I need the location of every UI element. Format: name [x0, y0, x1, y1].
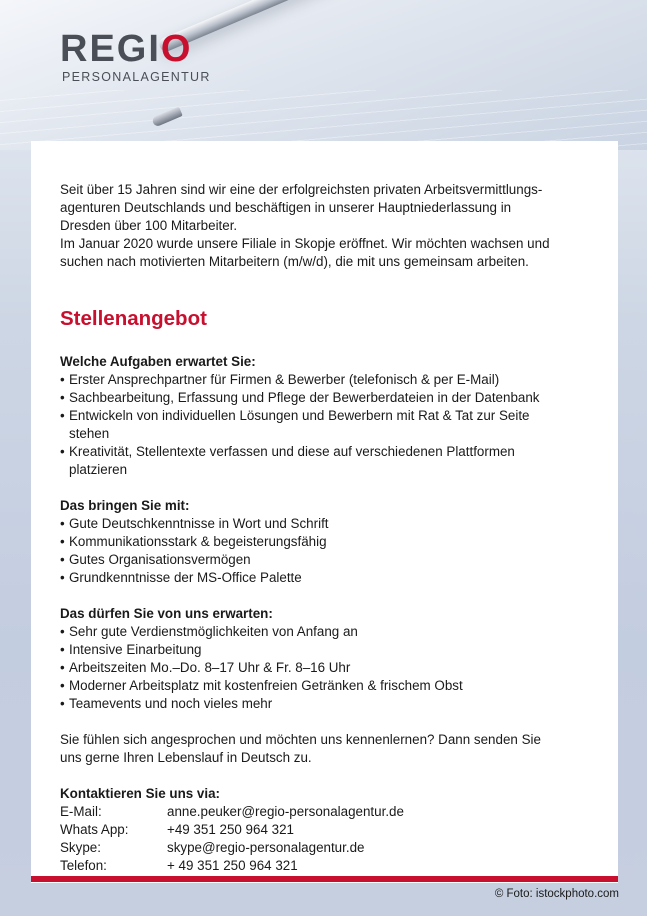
logo-wordmark — [60, 30, 211, 68]
closing-line: Sie fühlen sich angesprochen und möchten uns kennenlernen? Dann senden Sie — [60, 732, 541, 747]
list-item: • Gute Deutschkenntnisse in Wort und Schrift — [60, 515, 589, 533]
section-title: Welche Aufgaben erwartet Sie: — [60, 354, 256, 369]
section-benefits — [60, 605, 589, 713]
section-title: Kontaktieren Sie uns via: — [60, 786, 220, 801]
list-item: • Kreativität, Stellentexte verfassen und diese auf verschiedenen Plattformen platzieren — [60, 443, 559, 479]
company-logo — [60, 30, 211, 84]
list-item: • Grundkenntnisse der MS-Office Palette — [60, 569, 589, 587]
contact-table — [60, 803, 404, 875]
contact-label: Telefon: — [60, 858, 107, 873]
whatsapp-number[interactable]: +49 351 250 964 321 — [167, 822, 294, 837]
table-row — [60, 839, 404, 857]
table-row — [60, 803, 404, 821]
contact-section — [60, 785, 589, 875]
logo-subtitle: PERSONALAGENTUR — [62, 70, 211, 84]
bullet-list — [60, 623, 589, 713]
skype-link[interactable]: skype@regio-personalagentur.de — [167, 840, 365, 855]
section-title: Das dürfen Sie von uns erwarten: — [60, 606, 273, 621]
list-item: • Gutes Organisationsvermögen — [60, 551, 589, 569]
list-item: • Sachbearbeitung, Erfassung und Pflege der Bewerberdateien in der Datenbank — [60, 389, 589, 407]
list-item: • Kommunikationsstark & begeisterungsfähig — [60, 533, 589, 551]
accent-divider — [31, 876, 618, 882]
closing-paragraph — [60, 731, 589, 767]
intro-line: Im Januar 2020 wurde unsere Filiale in Skopje eröffnet. Wir möchten wachsen und — [60, 236, 550, 251]
list-item: • Intensive Einarbeitung — [60, 641, 589, 659]
list-item: • Teamevents und noch vieles mehr — [60, 695, 589, 713]
intro-line: Seit über 15 Jahren sind wir eine der erfolgreichsten privaten Arbeitsvermittlungs- — [60, 182, 543, 197]
intro-line: suchen nach motivierten Mitarbeitern (m/w/d), die mit uns gemeinsam arbeiten. — [60, 254, 529, 269]
intro-line: Dresden über 100 Mitarbeiter. — [60, 218, 238, 233]
pen-image — [157, 0, 641, 53]
table-row — [60, 857, 404, 875]
list-item: • Erster Ansprechpartner für Firmen & Bewerber (telefonisch & per E-Mail) — [60, 371, 589, 389]
photo-credit: © Foto: istockphoto.com — [494, 888, 619, 900]
list-item: • Entwickeln von individuellen Lösungen und Bewerbern mit Rat & Tat zur Seite stehen — [60, 407, 539, 443]
job-ad-card — [31, 141, 618, 883]
section-title: Das bringen Sie mit: — [60, 498, 190, 513]
contact-label: Whats App: — [60, 822, 129, 837]
phone-number[interactable]: + 49 351 250 964 321 — [167, 858, 298, 873]
list-item: • Arbeitszeiten Mo.–Do. 8–17 Uhr & Fr. 8–16 Uhr — [60, 659, 589, 677]
intro-line: agenturen Deutschlands und beschäftigen in unserer Hauptniederlassung in — [60, 200, 512, 215]
bullet-list — [60, 371, 589, 479]
bullet-list — [60, 515, 589, 587]
email-link[interactable]: anne.peuker@regio-personalagentur.de — [167, 804, 404, 819]
logo-brand-o: O — [160, 28, 193, 70]
list-item: • Sehr gute Verdienstmöglichkeiten von Anfang an — [60, 623, 589, 641]
section-tasks — [60, 353, 589, 479]
intro-paragraph — [60, 181, 589, 271]
logo-brand-main: REGI — [60, 28, 161, 70]
list-item: • Moderner Arbeitsplatz mit kostenfreien Getränken & frischem Obst — [60, 677, 589, 695]
contact-label: E-Mail: — [60, 804, 102, 819]
section-requirements — [60, 497, 589, 587]
closing-line: uns gerne Ihren Lebenslauf in Deutsch zu. — [60, 750, 312, 765]
contact-label: Skype: — [60, 840, 101, 855]
table-row — [60, 821, 404, 839]
page-title: Stellenangebot — [60, 307, 207, 330]
